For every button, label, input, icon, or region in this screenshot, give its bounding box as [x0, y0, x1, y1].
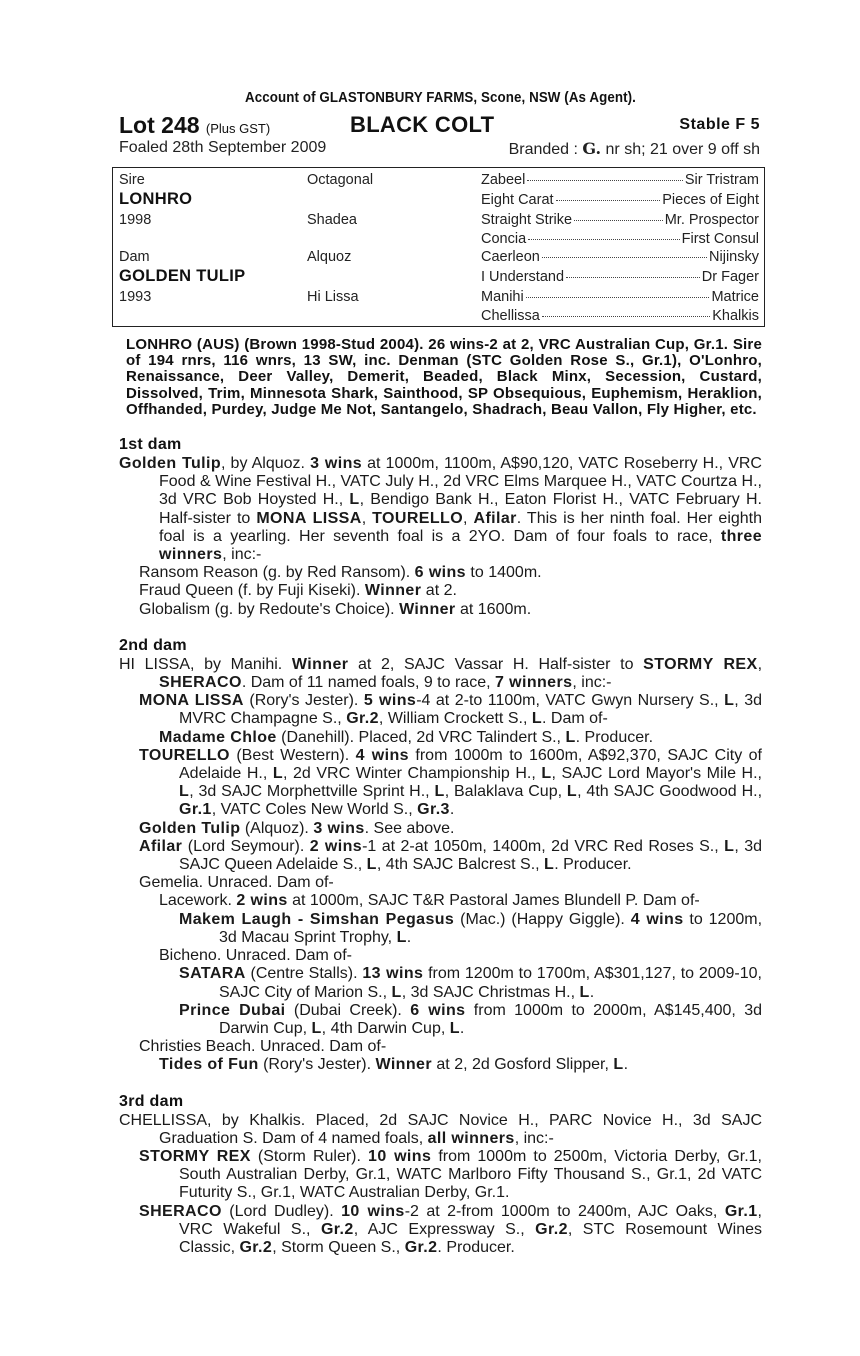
- brand-info: [509, 139, 760, 159]
- bold-text: L: [179, 783, 190, 801]
- pedigree-entry: Tides of Fun (Rory's Jester). Winner at 2, 2d Gosford Slipper, L.: [159, 1056, 629, 1074]
- pedigree-entry: HI LISSA, by Manihi. Winner at 2, SAJC Vassar H. Half-sister to STORMY REX, SHERACO. Dam of 11 named foals, 9 to race, 7 winners, inc:-: [119, 655, 763, 692]
- bold-text: Winner: [399, 600, 456, 618]
- grandparent-row: [481, 289, 759, 305]
- leader-dots: [566, 277, 700, 278]
- bold-text: Winner: [291, 655, 349, 673]
- sire-sire: Octagonal: [307, 172, 374, 188]
- grandparent-name: Chellissa: [481, 308, 540, 324]
- bold-text: Gr.2: [320, 1220, 354, 1238]
- pedigree-table: [112, 167, 765, 327]
- bold-text: TOURELLO: [139, 746, 230, 764]
- bold-text: L: [434, 783, 445, 801]
- bold-text: 7 winners: [494, 674, 573, 692]
- bold-text: Tides of Fun: [159, 1056, 259, 1074]
- bold-text: MONA LISSA: [139, 692, 244, 710]
- first-dam-text: Golden Tulip, by Alquoz. 3 wins at 1000m, 1100m, A$90,120, VATC Roseberry H., VRC Food & Wine Festival H., VATC July H., 2d VRC Elms Marquee H., VATC Courtza H., 3d VRC Bob Hoysted H., L, Bendigo Bank H., Eaton Florist H., VATC February H. Half-sister to MONA LISSA, TOURELLO, Afilar. This is her ninth foal. Her eighth foal is a yearling. Her seventh foal is a 2YO. Dam of four foals to race, three winners, inc:-: [119, 455, 763, 564]
- second-dam-section: [119, 637, 762, 1075]
- dam-label: Dam: [119, 249, 150, 265]
- dam-dam: Hi Lissa: [307, 289, 359, 305]
- bold-text: SHERACO: [159, 674, 242, 692]
- progeny-entry: Fraud Queen (f. by Fuji Kiseki). Winner at 2.: [139, 582, 457, 600]
- progeny-entry: Globalism (g. by Redoute's Choice). Winner at 1600m.: [139, 600, 532, 618]
- lot-description: BLACK COLT: [350, 112, 495, 137]
- bold-text: 13 wins: [362, 965, 424, 983]
- foaled-date: Foaled 28th September 2009: [119, 139, 327, 156]
- bold-text: L: [272, 765, 284, 783]
- bold-text: Gr.1: [179, 801, 212, 819]
- lot-number: [119, 112, 270, 139]
- pedigree-entry: SHERACO (Lord Dudley). 10 wins-2 at 2-from 1000m to 2400m, AJC Oaks, Gr.1, VRC Wakeful S., Gr.2, AJC Expressway S., Gr.2, STC Rosemount Wines Classic, Gr.2, Storm Queen S., Gr.2. Producer.: [139, 1202, 763, 1256]
- sire-year: 1998: [119, 212, 152, 228]
- third-dam-section: [119, 1093, 762, 1258]
- pedigree-entry: Bicheno. Unraced. Dam of-: [159, 947, 352, 965]
- great-grandsire: Mr. Prospector: [664, 212, 759, 228]
- grandparent-name: Caerleon: [481, 249, 540, 265]
- grandparent-row: [481, 249, 759, 265]
- bold-text: 4 wins: [355, 746, 409, 764]
- leader-dots: [527, 180, 683, 181]
- pedigree-entry: Madame Chloe (Danehill). Placed, 2d VRC Talindert S., L. Producer.: [159, 728, 654, 746]
- bold-text: Madame Chloe: [159, 728, 277, 746]
- sire-dam: Shadea: [307, 212, 357, 228]
- second-dam-heading: 2nd dam: [119, 636, 187, 654]
- pedigree-entry: Christies Beach. Unraced. Dam of-: [139, 1038, 387, 1056]
- bold-text: SHERACO: [139, 1202, 222, 1220]
- pedigree-entry: CHELLISSA, by Khalkis. Placed, 2d SAJC Novice H., PARC Novice H., 3d SAJC Graduation S. Dam of 4 named foals, all winners, inc:-: [119, 1111, 762, 1147]
- progeny-entry: Ransom Reason (g. by Red Ransom). 6 wins to 1400m.: [139, 564, 542, 582]
- dam-name: GOLDEN TULIP: [119, 267, 246, 285]
- bold-text: Gr.2: [535, 1220, 568, 1238]
- second-dam-entries: [119, 656, 762, 1075]
- lot-label: Lot 248: [119, 112, 200, 138]
- bold-text: L: [544, 856, 555, 874]
- pedigree-entry: Prince Dubai (Dubai Creek). 6 wins from 1000m to 2000m, A$145,400, 3d Darwin Cup, L, 4th Darwin Cup, L.: [179, 1001, 763, 1037]
- grandparent-name: Manihi: [481, 289, 524, 305]
- grandparent-name: Concia: [481, 231, 527, 247]
- bold-text: L: [565, 728, 576, 746]
- bold-text: Golden Tulip: [139, 819, 241, 837]
- leader-dots: [542, 257, 707, 258]
- great-grandsire: Sir Tristram: [684, 172, 759, 188]
- bold-text: 4 wins: [630, 910, 684, 928]
- bold-text: MONA LISSA: [256, 509, 362, 527]
- grandparent-row: [481, 231, 759, 247]
- grandparent-name: Straight Strike: [481, 212, 573, 228]
- brand-prefix: Branded :: [508, 141, 578, 158]
- pedigree-entry: Afilar (Lord Seymour). 2 wins-1 at 2-at 1050m, 1400m, 2d VRC Red Roses S., L, 3d SAJC Queen Adelaide S., L, 4th SAJC Balcrest S., L. Producer.: [139, 837, 763, 874]
- pedigree-entry: Gemelia. Unraced. Dam of-: [139, 874, 334, 892]
- pedigree-entry: STORMY REX (Storm Ruler). 10 wins from 1000m to 2500m, Victoria Derby, Gr.1, South Australian Derby, Gr.1, WATC Marlboro Fifty Thousand S., Gr.1, 2d VATC Futurity S., Gr.1, WATC Australian Derby, Gr.1.: [139, 1147, 763, 1202]
- bold-text: L: [366, 856, 377, 874]
- leader-dots: [542, 316, 710, 317]
- great-grandsire: Pieces of Eight: [662, 192, 759, 208]
- bold-text: STORMY REX: [643, 655, 758, 673]
- bold-text: Gr.2: [239, 1238, 273, 1256]
- leader-dots: [526, 297, 710, 298]
- first-dam-section: [119, 436, 762, 619]
- stable-location: Stable F 5: [679, 116, 760, 133]
- grandparent-name: Eight Carat: [481, 192, 554, 208]
- bold-text: L: [391, 983, 402, 1001]
- catalogue-page: [119, 90, 762, 1257]
- leader-dots: [556, 200, 661, 201]
- bold-text: Gr.3: [417, 801, 450, 819]
- bold-text: L: [724, 837, 735, 855]
- bold-text: L: [579, 983, 590, 1001]
- bold-text: Gr.2: [346, 710, 379, 728]
- bold-text: L: [396, 928, 407, 946]
- leader-dots: [574, 220, 663, 221]
- pedigree-entry: TOURELLO (Best Western). 4 wins from 1000m to 1600m, A$92,370, SAJC City of Adelaide H., L, 2d VRC Winter Championship H., L, SAJC Lord Mayor's Mile H., L, 3d SAJC Morphettville Sprint H., L, Balaklava Cup, L, 4th SAJC Goodwood H., Gr.1, VATC Coles New World S., Gr.3.: [139, 746, 763, 819]
- great-grandsire: Matrice: [711, 289, 759, 305]
- bold-text: 10 wins: [368, 1147, 432, 1165]
- bold-text: 5 wins: [363, 692, 417, 710]
- bold-text: all winners: [427, 1129, 515, 1147]
- dam-sire: Alquoz: [307, 249, 352, 265]
- bold-text: Afilar: [473, 509, 517, 527]
- great-grandsire: Khalkis: [712, 308, 759, 324]
- account-line: Account of GLASTONBURY FARMS, Scone, NSW (As Agent).: [245, 90, 636, 106]
- bold-text: L: [613, 1056, 624, 1074]
- bold-text: L: [541, 765, 552, 783]
- bold-text: 2 wins: [309, 837, 363, 855]
- grandparent-name: Zabeel: [481, 172, 526, 188]
- bold-text: Gr.2: [404, 1238, 438, 1256]
- gst-note: (Plus GST): [205, 121, 271, 136]
- bold-text: STORMY REX: [139, 1147, 251, 1165]
- bold-text: L: [349, 491, 360, 509]
- leader-dots: [528, 239, 680, 240]
- sire-summary: LONHRO (AUS) (Brown 1998-Stud 2004). 26 wins-2 at 2, VRC Australian Cup, Gr.1. Sire of 194 rnrs, 116 wnrs, 13 SW, inc. Denman (STC Golden Rose S., Gr.1), O'Lonhro, Renaissance, Deer Valley, Demerit, Beaded, Black Minx, Secession, Custard, Dissolved, Trim, Minnesota Shark, Sainthood, SP Obsequious, Euphemism, Heraklion, Offhanded, Purdey, Judge Me Not, Santangelo, Shadrach, Beau Vallon, Fly Higher, etc.: [126, 336, 762, 418]
- grandparent-name: I Understand: [481, 269, 565, 285]
- bold-text: three winners: [159, 527, 762, 564]
- pedigree-entry: MONA LISSA (Rory's Jester). 5 wins-4 at 2-to 1100m, VATC Gwyn Nursery S., L, 3d MVRC Champagne S., Gr.2, William Crockett S., L. Dam of-: [139, 692, 763, 728]
- great-grandsire: Dr Fager: [701, 269, 759, 285]
- bold-text: L: [531, 710, 543, 728]
- bold-text: Winner: [375, 1056, 432, 1074]
- pedigree-entry: Golden Tulip (Alquoz). 3 wins. See above.: [139, 819, 455, 837]
- grandparent-row: [481, 192, 759, 208]
- bold-text: L: [724, 692, 735, 710]
- first-dam-heading: 1st dam: [119, 436, 182, 454]
- dam-year: 1993: [119, 289, 152, 305]
- bold-text: Gr.1: [724, 1202, 758, 1220]
- grandparent-row: [481, 212, 759, 228]
- bold-text: Prince Dubai: [179, 1001, 286, 1019]
- foal-row: [119, 138, 762, 158]
- sire-label: Sire: [119, 172, 145, 188]
- third-dam-heading: 3rd dam: [119, 1092, 184, 1110]
- brand-mark: G.: [582, 139, 602, 158]
- bold-text: L: [311, 1019, 322, 1037]
- bold-text: Makem Laugh - Simshan Pegasus: [179, 910, 455, 928]
- bold-text: 3 wins: [310, 455, 363, 473]
- pedigree-entry: Lacework. 2 wins at 1000m, SAJC T&R Pastoral James Blundell P. Dam of-: [159, 892, 700, 910]
- grandparent-row: [481, 172, 759, 188]
- bold-text: 2 wins: [236, 892, 288, 910]
- bold-text: Golden Tulip: [119, 455, 222, 473]
- great-grandsire: Nijinsky: [709, 249, 759, 265]
- bold-text: Afilar: [139, 837, 183, 855]
- third-dam-entries: [119, 1112, 762, 1258]
- bold-text: 3 wins: [313, 819, 365, 837]
- bold-text: Winner: [364, 582, 422, 600]
- brand-detail: nr sh; 21 over 9 off sh: [605, 141, 760, 158]
- sire-name: LONHRO: [119, 190, 193, 208]
- pedigree-entry: SATARA (Centre Stalls). 13 wins from 1200m to 1700m, A$301,127, to 2009-10, SAJC City of Marion S., L, 3d SAJC Christmas H., L.: [179, 965, 762, 1001]
- lot-header: [119, 112, 762, 138]
- bold-text: SATARA: [179, 965, 246, 983]
- bold-text: 10 wins: [341, 1202, 405, 1220]
- bold-text: 6 wins: [414, 564, 466, 582]
- bold-text: L: [566, 783, 578, 801]
- grandparent-row: [481, 269, 759, 285]
- bold-text: 6 wins: [410, 1001, 466, 1019]
- bold-text: TOURELLO: [372, 509, 464, 527]
- great-grandsire: First Consul: [681, 231, 759, 247]
- grandparent-row: [481, 308, 759, 324]
- bold-text: L: [449, 1019, 460, 1037]
- pedigree-entry: Makem Laugh - Simshan Pegasus (Mac.) (Happy Giggle). 4 wins to 1200m, 3d Macau Sprint Trophy, L.: [179, 910, 763, 946]
